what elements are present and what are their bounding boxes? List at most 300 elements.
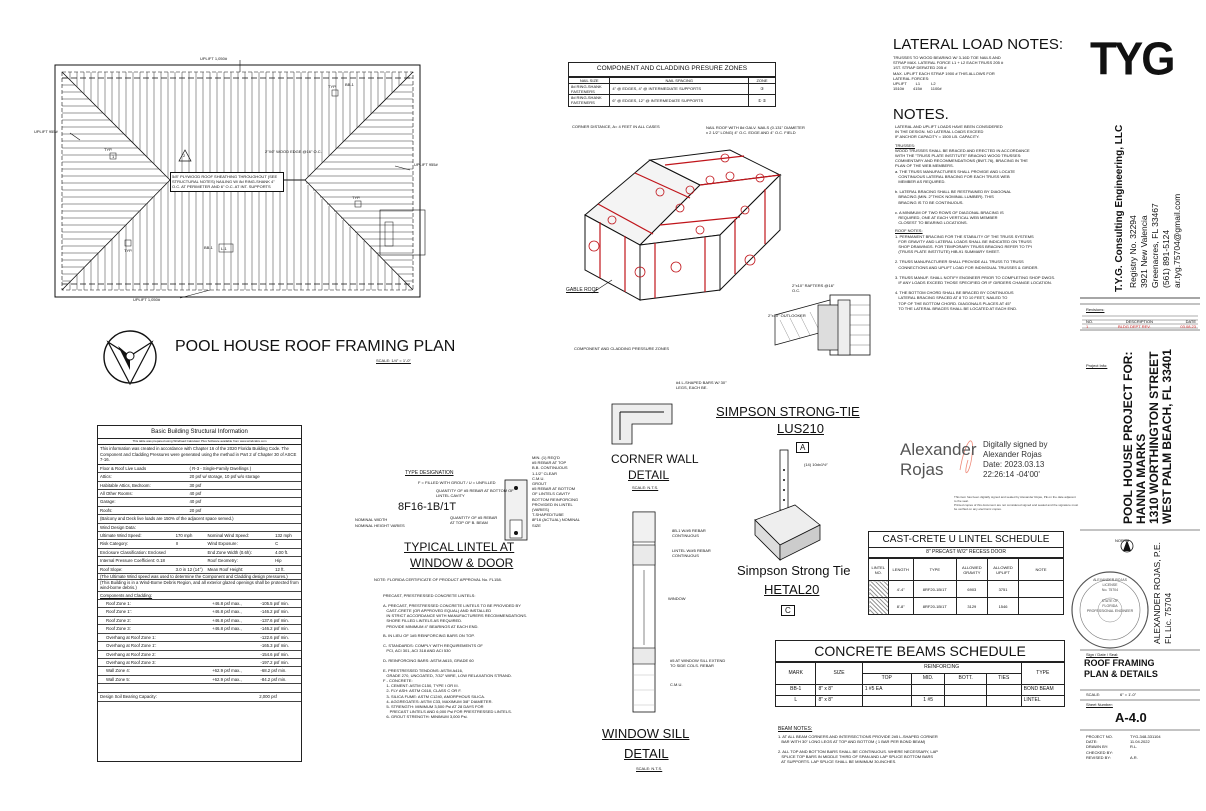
fine-print: This item has been digitally signed and sealed by Alexander Rojas, PE on the date adjacent to the seal.	[954, 495, 1076, 503]
basic-info-cell: Components and Cladding:	[100, 592, 153, 598]
lintel-section-label: MIN. (1) REQ'D	[532, 455, 560, 460]
lintel-note-line: B- IN LIEU OF 1#5 REINFORCING BARS ON TOP.	[383, 633, 475, 639]
basic-info-cell: Attics:	[100, 474, 112, 480]
basic-info-row	[98, 490, 301, 498]
u-header: NOTE	[1019, 559, 1064, 581]
lintel-note-line: PRECAST, PRESTRESSED CONCRETE LINTELS:	[383, 593, 476, 598]
lintel-note-line: D- REINFORCING BARS: ASTM A615, GRADE 60	[383, 657, 474, 663]
lintel-section-label: C.M.U.	[532, 475, 545, 481]
ws-note: 8B-1 W/#5 REBAR CONTINUOUS	[672, 528, 706, 539]
lintel-section-label: PROVIDED IN LINTEL	[532, 501, 573, 507]
lintel-section-label: OF LINTELS CAVITY	[532, 491, 571, 497]
basic-info-cell: 2,000 psf	[259, 694, 277, 700]
u-cell: 8RF20-1B/1T	[913, 581, 956, 598]
truss-note-line: CONTINUOUS LATERAL BRACING FOR EACH TRUSS WEB	[895, 173, 1010, 179]
typ-label: TYP.	[328, 84, 337, 89]
beams-cell: 1 #5	[911, 696, 945, 707]
notes-line: LATERAL AND UPLIFT LOADS HAVE BEEN CONSIDERED	[895, 124, 1003, 129]
basic-info-title: Basic Building Structural Information	[98, 426, 301, 439]
lintel-section-label: #5 REBAR AT BOTTOM	[532, 486, 576, 492]
basic-info-row	[98, 625, 301, 633]
lus-tag: A	[796, 442, 809, 453]
truss-note-line: COMMENTARY AND RECOMMENDATIONS (BWT-76), BRACING IN THE	[895, 158, 1028, 164]
basic-info-row	[98, 634, 301, 642]
basic-info-cell	[176, 549, 208, 556]
beams-cell: BB-1	[776, 685, 816, 696]
seal-line: PROFESSIONAL ENGINEER	[1086, 609, 1134, 613]
truss-note-line: WITH THE "TRUSS PLATE INSTITUTE" BRACING WOOD TRUSSES:	[895, 153, 1022, 159]
basic-info-cell: Nominal Wind Speed:	[207, 533, 249, 539]
basic-info-cell: Roof Zone 1':	[106, 609, 132, 615]
basic-info-cell: Overhang at Roof Zone 1:	[106, 634, 156, 640]
revisions-row	[1086, 324, 1196, 329]
lintel-legend: QUANTITY OF #5 REBAR AT TOP OF B. BEAM	[450, 515, 498, 526]
basic-info-cell: (This Building is in a Wind-Borne Debris Region, and all exterior glazed openings shall be protected from wind-borne debris.)	[100, 580, 299, 591]
typ-label: TYP.	[124, 248, 133, 253]
truss-note-line: REQUIRED, ONE AT EACH VERTICAL WEB MEMBER	[895, 215, 998, 221]
beams-header: MID.	[911, 674, 945, 685]
lateral-line: STRAP MAX. LATERAL FORCE L1 + L2 EACH TRUSS 205 #	[893, 60, 1004, 66]
basic-info-row	[98, 651, 301, 659]
rev-header: DESCRIPTION	[1125, 319, 1154, 324]
meta-cell: CHECKED BY:	[1086, 749, 1113, 755]
basic-info-row	[98, 676, 301, 684]
basic-info-cell: 4.00 ft.	[275, 549, 289, 555]
basic-info-row	[98, 515, 301, 523]
basic-info-cell: +62.9 psf max.,	[212, 676, 242, 682]
sheet-title	[1084, 658, 1158, 680]
beams-cell: LINTEL	[1021, 696, 1064, 707]
truss-note-line: PLAN OF THE WEB MEMBERS.	[895, 163, 954, 169]
scale-label: SCALE:	[1086, 692, 1101, 697]
basic-info-cell: 20 psf w/ storage, 10 psf w/o storage	[189, 474, 260, 480]
seal-line: ALEXANDER ROJAS	[1093, 578, 1127, 582]
u-lintel-schedule	[868, 531, 1064, 615]
lateral-uplift-header: UPLIFT L1 L2	[893, 81, 936, 87]
lintel-note-line: PRECAST LINTELS AND 6,000 Psi FOR PRESTRESSED LINTELS.	[383, 709, 512, 715]
lintel-section-label: 1-1/2" CLEAR	[532, 470, 557, 476]
basic-info-cell: 132 mph	[275, 533, 292, 539]
basic-info-cell: +46.8 psf max.,	[212, 626, 242, 632]
lintel-note-line: E- PRESTRESSED TENDONS: ASTM A416,	[383, 667, 463, 673]
basic-info-cell: (Balcony and Deck live loads are 150% of the adjacent space served.)	[100, 516, 234, 522]
basic-info-cell: Wind Exposure:	[207, 541, 238, 547]
basic-info-row	[98, 608, 301, 616]
project-line: POOL HOUSE PROJECT FOR:	[1121, 351, 1135, 524]
roof-note-line: (TRUSS PLATE INSTITUTE) HIB-91 SUMMARY SHEET.	[895, 249, 1000, 255]
lintel-note-line: 3- SILICA FUME: ASTM C1240, AMORPHOUS SILICA.	[383, 693, 486, 699]
u-header: LINTEL NO.	[869, 559, 889, 581]
sheet-number: A-4.0	[1115, 710, 1147, 725]
beams-header: TYPE	[1021, 663, 1064, 685]
basic-info-cell: Overhang at Roof Zone 2:	[106, 651, 156, 657]
lintel-section-label: #5 REBAR AT TOP	[532, 460, 567, 466]
pz-header: NAIL SIZE	[569, 77, 610, 83]
basic-info-cell: ( R-3 - Single-Family Dwellings )	[189, 465, 252, 471]
rev-cell: 03.08.23	[1180, 324, 1196, 329]
basic-info-cell: Roof Geometry:	[207, 558, 238, 564]
tag-2: 2	[183, 153, 186, 158]
addr-line: Registry No. 32294	[1128, 215, 1138, 288]
lateral-line: LATERAL FORCES:	[893, 75, 930, 81]
beams-header: BOTT.	[945, 674, 986, 685]
meta-cell: A.R.	[1130, 754, 1138, 760]
typ-label: TYP.	[104, 147, 113, 152]
roof-note-line: FOR GRAVITY AND LATERAL LOADS SHALL BE INDICATED ON TRUSS	[895, 238, 1032, 244]
beams-header: TOP	[862, 674, 911, 685]
lintel-note-line: 6- GROUT STRENGTH: MINIMUM 3,000 Psi.	[383, 714, 468, 720]
u-cell: 4'-4"	[888, 581, 913, 598]
pz-header: NAIL SPACING	[610, 77, 749, 83]
basic-info-cell	[212, 634, 260, 641]
basic-info-cell: -84.2 psf min.	[260, 676, 287, 682]
corner-wall-note: #4 L-SHAPED BARS W/ 30" LEGS, EACH BE.	[676, 380, 727, 391]
u-cell: 6903	[956, 581, 987, 598]
beams-header: MARK	[776, 663, 816, 685]
signature-fine-print	[954, 495, 1079, 511]
roof-note-line: SHOP DRAWINGS. FOR TEMPORARY TRUSS BRACING REFER TO TPI	[895, 244, 1032, 250]
basic-info-cell: Garage:	[100, 499, 116, 505]
basic-info-cell: 30 psf	[189, 482, 202, 488]
lintel-type-header: TYPE DESIGNATION	[405, 470, 454, 476]
ws-note: #5 AT WINDOW SILL EXTEND TO SIDE COLS. REBAR	[670, 658, 726, 669]
beam-note-line: BAR WITH 30" LONG LEGS AT TOP AND BOTTOM ( 1 BAR PER BOND BEAM)	[778, 739, 926, 745]
basic-info-cell	[212, 659, 260, 666]
roof-note-line: LATERAL BRACING SPACED AT 8 TO 10 FEET, NAILED TO	[895, 295, 1008, 301]
lintel-title: TYPICAL LINTEL AT	[404, 540, 515, 554]
beam-note-line: 1. AT ALL BEAM CORNERS AND INTERSECTIONS PROVIDE 2#5 L-SHAPED CORNER	[778, 734, 938, 739]
u-cell: 3751	[987, 581, 1018, 598]
seal-line: LICENSE	[1102, 583, 1118, 587]
roof-note-line: 4. THE BOTTOM CHORD SHALL BE BRACED BY CONTINUOUS	[895, 290, 1014, 296]
pz-header: ZONE	[749, 77, 776, 83]
digital-signature	[983, 440, 1047, 480]
basic-info-cell: 20 psf	[189, 507, 202, 513]
ws-note: LINTEL W/#5 REBAR CONTINUOUS	[672, 548, 711, 559]
sheet-number-label: Sheet Number:	[1086, 702, 1113, 707]
dig-line: 22:26:14 -04'00'	[983, 470, 1040, 479]
basic-info-row	[98, 617, 301, 625]
lintel-section-label: B.B. CONTINUOUS	[532, 465, 568, 471]
lateral-notes	[893, 55, 1063, 91]
basic-info-cell: +46.8 psf max.,	[212, 609, 242, 615]
rev-cell: BLDG DEPT REV.	[1117, 324, 1151, 329]
uplift-right-label: UPLIFT 955#	[414, 162, 438, 167]
roof-plan-title: POOL HOUSE ROOF FRAMING PLAN	[175, 338, 456, 355]
basic-info-row	[98, 465, 301, 473]
lintel-section-label: GROUT	[532, 481, 547, 487]
basic-info-cell: C	[275, 541, 279, 547]
roof-note-line: CONNECTIONS AND UPLIFT LOAD FOR INDIVIDUAL TRUSSES & GIRDER.	[895, 264, 1039, 270]
basic-info-table	[97, 425, 302, 762]
u-cell	[869, 598, 889, 615]
lateral-uplift-values: 1510# 415# 1100#	[893, 86, 942, 92]
basic-info-row	[98, 692, 301, 701]
revisions-label: Revisions:	[1086, 307, 1105, 312]
concrete-beams-schedule	[775, 640, 1065, 707]
roof-plan-scale: SCALE: 1/4" = 1'-0"	[376, 358, 411, 363]
nominal-width: NOMINAL WIDTH	[355, 517, 388, 522]
basic-info-cell	[212, 651, 260, 658]
basic-info-cell: -146.2 psf min.	[260, 626, 289, 632]
beam-notes-header: BEAM NOTES:	[778, 726, 813, 732]
sheet-title-line: ROOF FRAMING	[1084, 658, 1155, 668]
lintel-code: 8F16-1B/1T	[398, 501, 457, 513]
fl-approval-note: NOTE: FLORIDA CERTIFICATE OF PRODUCT APPROVAL No. FL158.	[374, 577, 502, 582]
corner-wall-scale: SCALE: N.T.S.	[632, 485, 659, 490]
rev-cell: 1	[1086, 324, 1089, 329]
basic-info-cell: II	[175, 541, 178, 547]
meta-cell: R.L.	[1130, 744, 1138, 750]
roof-note-line: TOP OF THE BOTTOM CHORD. DIAGONALS PLACES AT 45°	[895, 300, 1012, 306]
u-schedule-sub: 8" PRECAST W/2" RECESS DOOR	[868, 548, 1064, 558]
truss-note-line: c. A MINIMUM OF TWO ROWS OF DIAGONAL BRACING IS	[895, 209, 1004, 215]
rev-header: DATE	[1185, 319, 1196, 324]
lintel-legend: F = FILLED WITH GROUT / U = UNFILLED	[418, 480, 496, 485]
u-cell: 8RF20-1B/1T	[913, 598, 956, 615]
lintel-note-line: 5- STRENGTH: MINIMUM 3,500 Psi AT 28 DAYS FOR	[383, 703, 484, 709]
outlooker-label: 2"x10" OUTLOOKER	[768, 313, 806, 318]
basic-info-intro: This information was created in accordance with Chapter 16 of the 2020 Florida Building Code. The Component and Cladding Pressures were generated using the method in Part 2 of Chapter 30 of ASCE 7-16.	[98, 445, 301, 465]
notes-title: NOTES.	[893, 106, 949, 123]
lintel-note-line: 1- CEMENT: ASTM C150, TYPE I OR III.	[383, 683, 459, 689]
roof-notes-header: ROOF NOTES:	[895, 228, 923, 234]
bb1-top-label: BB-1	[345, 82, 354, 87]
pressure-zones-title: COMPONENT AND CLADDING PRESURE ZONES	[568, 62, 776, 77]
beams-header: SIZE	[816, 663, 862, 685]
beams-cell: BOND BEAM	[1021, 685, 1064, 696]
pz-cell: ③	[749, 83, 776, 94]
rafters-label: 2"x10" RAFTERS @16" O.C.	[792, 283, 835, 294]
roof-note-line: 1. PERMANENT BRACING FOR THE STABILITY OF THE TRUSS SYSTEMS	[895, 233, 1034, 239]
basic-info-cell: Roofs:	[100, 507, 113, 513]
beams-cell	[986, 696, 1021, 707]
ws-note: WINDOW	[668, 596, 686, 601]
roof-note-line: TO THE LATERAL BRACES SHALL BE LOCATED AT EACH END.	[895, 305, 1018, 311]
basic-info-cell: Floor & Roof Live Loads	[100, 465, 147, 471]
basic-info-cell: Wall Zone 5:	[106, 676, 130, 682]
basic-info-cell: Ultimate Wind Speed:	[100, 533, 142, 539]
lintel-notes	[383, 593, 603, 720]
dig-line: Digitally signed by	[983, 440, 1048, 449]
beams-cell: L	[776, 696, 816, 707]
project-block	[1122, 349, 1174, 524]
seal-line: STATE OF	[1101, 599, 1119, 603]
basic-info-row	[98, 532, 301, 540]
pressure-zones-caption: COMPONENT AND CLADDING PRESSURE ZONES	[574, 346, 670, 351]
basic-info-cell: Wind Design Data:	[100, 524, 136, 530]
basic-info-cell: Mean Roof Height:	[207, 566, 244, 572]
meta-cell: DATE:	[1086, 739, 1098, 745]
hetal-nails: (14) 10dx1½"	[804, 462, 828, 467]
basic-info-cell: Roof Slope:	[100, 566, 123, 572]
lus-model: LUS210	[777, 421, 824, 436]
basic-info-cell: End Zone Width (0.6h):	[207, 549, 252, 555]
basic-info-row	[98, 549, 301, 557]
engineer-line: ALEXANDER ROJAS, P.E.	[1152, 542, 1162, 644]
basic-info-cell: -122.6 psf min.	[260, 634, 289, 640]
pz-cell: 4" @ EDGES, 4" @ INTERMEDIATE SUPPORTS	[610, 83, 749, 94]
lus210-drawing	[775, 295, 870, 355]
pz-cell: 8d RING-SHANK FASTENERS	[569, 95, 610, 106]
basic-info-row	[98, 566, 301, 574]
basic-info-sub: This table was prepared using Windload Calculator Plus Software available from www.windcalcs.com	[98, 439, 301, 445]
corner-wall-title: CORNER WALL	[611, 452, 699, 466]
hetal-model: HETAL20	[764, 582, 820, 597]
window-sill-scale: SCALE: N.T.S.	[636, 766, 663, 771]
basic-info-row	[98, 600, 301, 608]
basic-info-cell: 40 psf	[189, 499, 202, 505]
window-sill-subtitle: DETAIL	[624, 746, 669, 761]
u-cell	[1019, 581, 1064, 598]
fine-print: Printed copies of this document are not considered signed and sealed and the signature must be verified on any electronic copies.	[954, 503, 1079, 511]
u-cell	[1019, 598, 1064, 615]
basic-info-cell: -137.6 psf min.	[260, 617, 289, 623]
u-cell: 8'-8"	[888, 598, 913, 615]
truss-note-line: BRACING (MIN. 2"THICK NOMINAL LUMBER). THIS	[895, 194, 994, 200]
corner-wall-drawing	[612, 404, 672, 444]
basic-info-cell: Roof Zone 3:	[106, 626, 131, 632]
basic-info-row	[98, 524, 301, 532]
u-header: TYPE	[913, 559, 956, 581]
basic-info-cell: (The Ultimate Wind speed was used to determine the Component and Cladding design pressures.)	[100, 574, 288, 580]
basic-info-row	[98, 498, 301, 506]
scale-value: 6" = 1'-0"	[1120, 692, 1137, 697]
hetal-tag: C	[781, 605, 795, 616]
u-header: ALLOWED GRAVITY	[956, 559, 987, 581]
basic-info-cell: -68.2 psf min.	[260, 668, 287, 674]
basic-info-cell: 40 psf	[189, 491, 202, 496]
beams-cell: 1 #5 EA	[862, 685, 911, 696]
beam-note-line: SPLICE TOP BARS IN MIDDLE THIRD OF SPAN AND LAP SPLICE BOTTOM BARS	[778, 754, 934, 760]
beams-header: REINFORCING	[862, 663, 1021, 674]
beams-cell	[945, 696, 986, 707]
pz-cell: ① ②	[749, 95, 776, 106]
basic-info-cell: -165.3 psf min.	[260, 643, 289, 649]
truss-note-line: b. LATERAL BRACING SHALL BE RESTRAINED BY DIAGONAL	[895, 189, 1012, 195]
basic-info-cell	[212, 642, 260, 649]
u-cell	[869, 581, 889, 598]
lus-title: SIMPSON STRONG-TIE	[716, 404, 860, 419]
u-header: LENGTH	[888, 559, 913, 581]
basic-info-cell: Design Soil Bearing Capacity:	[100, 694, 157, 700]
dig-line: Alexander Rojas	[983, 450, 1042, 459]
basic-info-cell: -146.2 psf min.	[260, 609, 289, 615]
typ-label: TYP.	[352, 195, 361, 200]
signature-name: Rojas	[900, 460, 944, 479]
window-sill-title: WINDOW SILL	[602, 726, 690, 741]
project-line: HANNA MARKS	[1134, 433, 1148, 524]
company-name: T.Y.G. Consulting Engineering, LLC	[1114, 124, 1125, 292]
lintel-legend: QUANTITY OF #5 REBAR AT BOTTOM OF LINTEL CAVITY	[436, 488, 514, 499]
notes-line: IN THE DESIGN. NO LATERAL LOADS EXCEED	[895, 129, 984, 135]
roof-note-line: 2. TRUSS MANUFACTURER SHALL PROVIDE ALL TRUSS TO TRUSS	[895, 259, 1024, 265]
truss-note-line: CLOSEST TO BEARING LOCATIONS.	[895, 220, 968, 226]
meta-cell: REVISED BY:	[1086, 754, 1111, 760]
pz-cell: 6" @ EDGES, 12" @ INTERMEDIATE SUPPORTS	[610, 95, 749, 106]
lintel-note-line: GRADE 270, UNCOATED, 7/32" WIRE, LOW RELAXATION STRAND.	[383, 672, 512, 678]
addr-line: 3921 New Valencia	[1139, 215, 1149, 288]
sign-date-seal-label: Sign / Date / Seal:	[1086, 652, 1119, 657]
ws-note: C.M.U.	[670, 682, 683, 687]
basic-info-cell: Hip	[275, 558, 282, 564]
gable-roof-label: GABLE ROOF	[566, 287, 599, 293]
truss-note-line: MEMBER AS REQUIRED.	[895, 179, 946, 185]
basic-info-row	[98, 580, 301, 591]
project-line: WEST PALM BEACH, FL 33401	[1160, 349, 1174, 524]
meta-cell: TYG-348-331104	[1130, 734, 1161, 739]
notes-line: IF ANCHOR CAPACITY = 1500 LB. CAPACITY.	[895, 134, 980, 140]
project-meta	[1086, 734, 1196, 760]
basic-info-row	[98, 659, 301, 667]
company-address	[1128, 194, 1183, 288]
basic-info-cell: 3.0 in 12 (14°)	[175, 566, 203, 572]
meta-row	[1086, 755, 1196, 760]
basic-info-row	[98, 592, 301, 600]
roof-note-line: 3. TRUSS MANUF. SHALL NOTIFY ENGINEER PRIOR TO COMPLETING SHOP DWGS.	[895, 274, 1056, 280]
project-line: 1310 WORTHINGTON STREET	[1147, 351, 1161, 524]
beam-note-line: 2. ALL TOP AND BOTTOM BARS SHALL BE CONTINUOUS. WHERE NECESSARY, LAP	[778, 748, 938, 754]
truss-note-line: a. THE TRUSS MANUFACTURES SHALL PROVIDE AND LOCATE	[895, 168, 1016, 174]
corner-distance-note: CORNER DISTANCE, A= 4 FEET IN ALL CASES	[572, 124, 660, 129]
beams-cell	[986, 685, 1021, 696]
truss-note-line: WOOD TRUSSES SHALL BE BRACED AND ERECTED IN ACCORDANCE	[895, 147, 1030, 153]
lintel-section-label: (VARIES)	[532, 507, 550, 513]
signature-name: Alexander	[900, 440, 977, 459]
basic-info-row	[98, 482, 301, 490]
lintel-note-line: A- PRECAST, PRESTRESSED CONCRETE LINTELS TO BE PROVIDED BY	[383, 602, 521, 608]
lintel-section-label: BOTTOM REINFORCING	[532, 496, 579, 502]
basic-info-cell: Roof Zone 2:	[106, 617, 131, 623]
nail-note: NAIL ROOF WITH 8d GALV. NAILS (0.131" DIAMETER x 2 1/2" LONG) 4" O.C. EDGE AND 4" O.C. FIELD	[706, 125, 805, 136]
seal-line: FLORIDA	[1102, 604, 1118, 608]
lintel-section-label: 8F16 (ACTUAL) NOMINAL SIZE	[532, 517, 580, 528]
beams-cell: 8" x 8"	[816, 685, 862, 696]
basic-info-cell: +46.8 psf max.,	[212, 617, 242, 623]
basic-info-cell: Risk Category:	[100, 541, 129, 547]
lintel-note-line: C- STANDARDS: COMPLY WITH REQUIREMENTS OF	[383, 642, 483, 648]
pz-cell: 8d RING-SHANK FASTENERS	[569, 83, 610, 94]
lintel-note-line: 4- AGGREGATES: ASTM C33, MAXIMUM 3/8" DIAMETER.	[383, 698, 493, 704]
basic-info-cell: All Other Rooms:	[100, 491, 133, 496]
lintel-note-line: PROVIDE MINIMUM 4" BEARINGS AT EACH END.	[383, 623, 479, 629]
dig-line: Date: 2023.03.13	[983, 460, 1045, 469]
u-cell: 1546	[987, 598, 1018, 615]
seal-line: No. 75704	[1101, 588, 1119, 592]
basic-info-cell: Internal Pressure Coefficient: 0.18	[100, 558, 165, 564]
lintel-note-line: SHORE FILLED LINTELS AS REQUIRED.	[383, 618, 463, 624]
corner-wall-subtitle: DETAIL	[628, 468, 670, 482]
basic-info-row	[98, 667, 301, 675]
u-header: ALLOWED UPLIFT	[987, 559, 1018, 581]
beams-cell: 8" x 8"	[816, 696, 862, 707]
tag-1: 1	[112, 154, 115, 159]
uplift-left-label: UPLIFT 955#	[34, 129, 58, 134]
basic-info-cell: Overhang at Roof Zone 1':	[106, 643, 157, 649]
lintel-note-line: 2- FLY ASH: ASTM C618, CLASS C OR F.	[383, 688, 462, 694]
basic-info-cell: -105.5 psf min.	[260, 601, 289, 607]
basic-info-cell: Roof Zone 1:	[106, 601, 131, 607]
basic-info-cell: -154.6 psf min.	[260, 651, 289, 657]
lateral-load-title: LATERAL LOAD NOTES:	[893, 36, 1064, 53]
basic-info-cell: Wall Zone 4:	[106, 668, 130, 674]
basic-info-cell: -197.2 psf min.	[260, 659, 289, 665]
sheathing-note: 5/8" PLYWOOD ROOF SHEATHING THROUGHOUT (SEE STRUCTURAL NOTES) NAILING W/ 8d RING-SHANK 4" O.C. AT PERIMETER AND 6" O.C. AT INT. SUPPORTS	[170, 172, 284, 192]
basic-info-cell: 170 mph	[175, 533, 193, 539]
basic-info-cell: 12 ft.	[275, 566, 285, 572]
meta-cell: PROJECT NO.	[1086, 734, 1113, 739]
beam-note-line: AT SUPPORTS. LAP SPLICE SHALL BE MINIMUM 30-INCHES.	[778, 759, 897, 765]
